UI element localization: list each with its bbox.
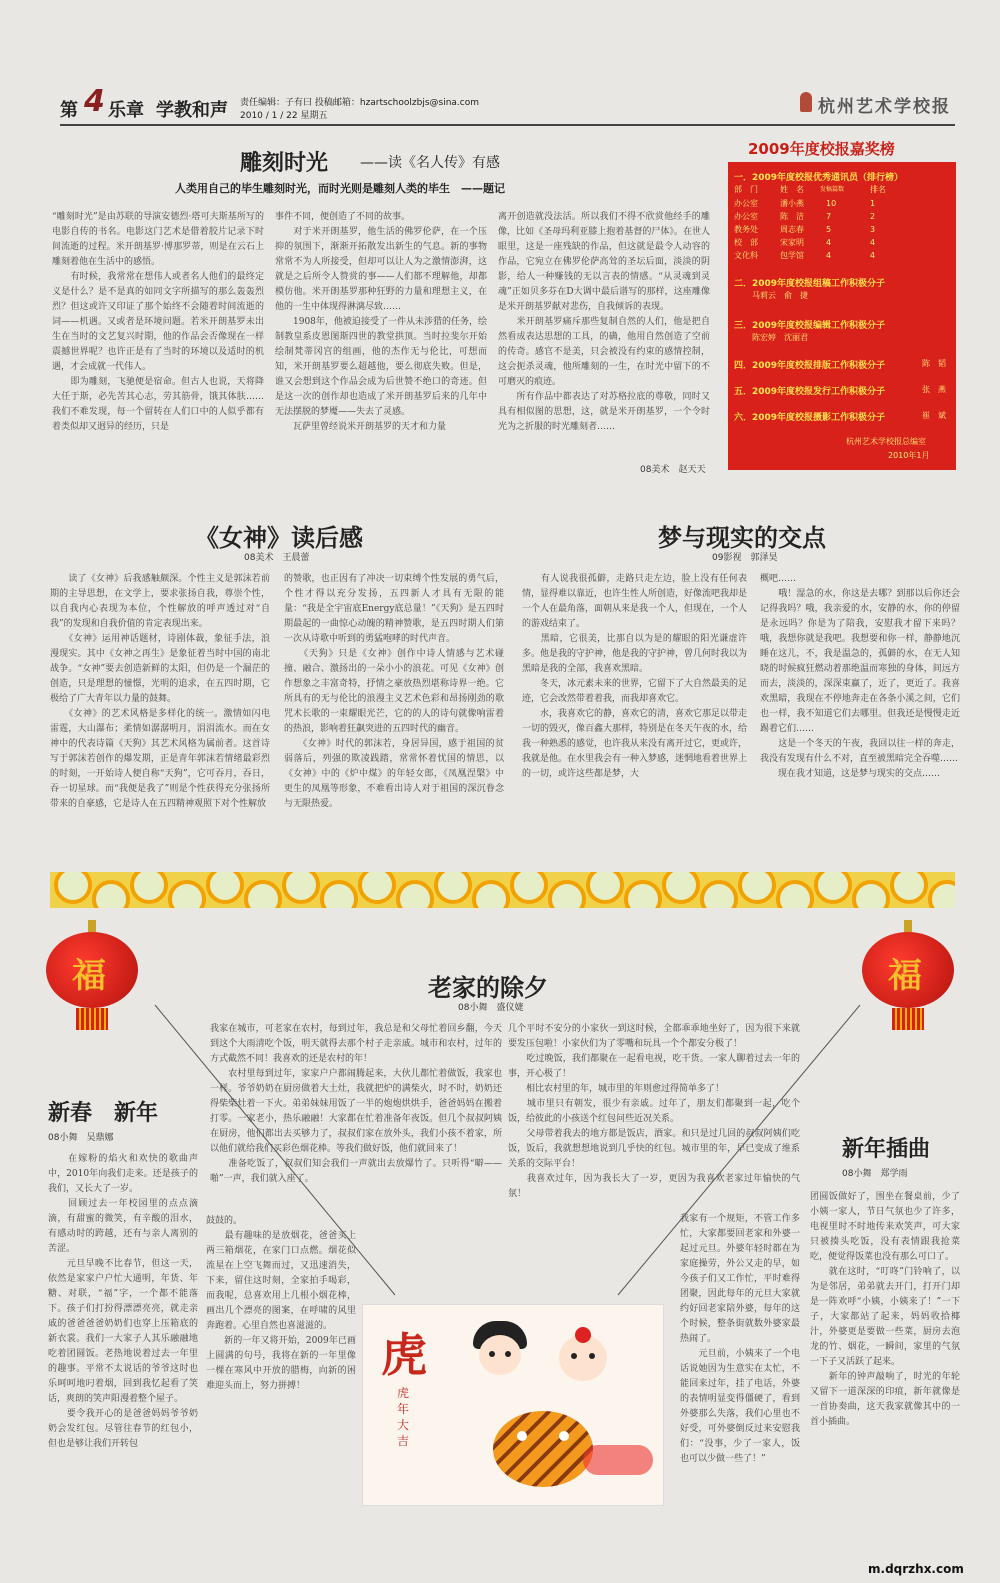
awards-sec4-title: 四．2009年度校报排版工作积极分子 — [734, 361, 886, 371]
awards-sec1-title: 一．2009年度校报优秀通讯员（排行榜） — [734, 173, 904, 183]
article1-author: 08美术 赵天天 — [640, 465, 706, 475]
article6-title: 新年插曲 — [842, 1137, 931, 1162]
awards-sec6-title: 六．2009年度校报摄影工作积极分子 — [734, 413, 886, 423]
row-rank: 4 — [870, 238, 876, 247]
card-brush-char: 虎 — [381, 1328, 427, 1382]
article5-col2: 鼓鼓的。 最有趣味的是放烟花，爸爸买上两三箱烟花，在家门口点燃。烟花似流星在上空飞舞而过，又迅速消失，下来，留住这时刻，全家拍手喝彩，而我呢，总喜欢用上几根小烟花棒，画出几个漂亮的图案，在呼啸的风里奔跑着。心里自然也喜滋滋的。 新的一年又将开始，2009年已画上圆满的句号，我将在新的一年里像一棵在寒风中开放的腊梅，向新的困难迎头而上，努力拼搏！ — [206, 1216, 356, 1391]
watermark: m.dqrzhx.com — [868, 1562, 964, 1576]
paper-name: 杭州艺术学校报 — [818, 97, 951, 117]
article2-author: 08美术 王晨蕾 — [244, 553, 310, 563]
awards-sec3-title: 三．2009年度校报编辑工作积极分子 — [734, 321, 886, 331]
row-name: 潘小燕 — [780, 199, 804, 208]
row-rank: 2 — [870, 212, 876, 221]
article4-title: 老家的除夕 — [428, 974, 548, 1002]
tiger-icon — [483, 1401, 603, 1491]
article2-col1: 读了《女神》后我感触颇深。个性主义是郭沫若前期的主导思想，在文学上，要求张扬自我，尊崇个性，以自我内心表现为本位，个性解放的呼声透过对“自我”的发现和自我价值的肯定表现出来。 《女神》运用神话题材，诗剧体裁，象征手法，浪漫现实。其中《女神之再生》是象征着当时中国的南北战争。“女神”要去创造新鲜的太阳，但仍是一个漏茫的创造，只是理想的憧憬，光明的追求，在五四时期，它极给了广大青年以力量的鼓舞。 《女神》的艺术风格是多样化的统一。激情如闪电雷霆，大山瀑布；柔情如潺潺明月，涓涓流水。而在女神中的代表诗篇《天狗》其艺术风格为属前者。这首诗写于郭沫若创作的爆发期，正是青年郭沫若情绪最彩烈的时刻，一开始诗人便自称“天狗”，它可吞月，吞日，吞一切星球。而“我便是我了”则是个性获得充分张扬所带来的自豪感，它是诗人在五四精神观照下对个性解放 — [50, 574, 270, 809]
article2-title: 《女神》读后感 — [195, 524, 363, 552]
row-name: 周志春 — [780, 225, 804, 234]
row-dept: 办公室 — [734, 199, 758, 208]
article5-title: 新春 新年 — [48, 1101, 159, 1126]
article4-col2: 几个平时不安分的小家伙一到这时候，全都乖乖地坐好了，因为很下来就要发压包啦！小家伙们为了零嘴和玩具一个个都安分极了！ 吃过晚饭，我们都聚在一起看电视，吃干货。一家人聊着过去一年的事，开心极了！ 相比农村里的年，城市里的年则愈过得简单多了！ 城市里只有朝发，很少有亲戚。过年了，朋友们都聚到一起，吃个饭，给彼此的小孩送个红包问些近况关系。 父母带着我去的地方都是饭店，酒家。和只是过几回的叔叔阿姨们吃饭，饭后，我就想想地说到几乎快的红包。城市里的年，早已变成了维系关系的交际平台！ 我喜欢过年，因为我长大了一岁，更因为我喜欢老家过年愉快的气氛！ — [508, 1024, 800, 1199]
row-dept: 文化科 — [734, 251, 758, 260]
row-name: 宋家明 — [780, 238, 804, 247]
row-name: 包学馆 — [780, 251, 804, 260]
col-header-rank: 排名 — [870, 185, 886, 194]
row-count: 5 — [826, 225, 832, 234]
article5-author: 08小舞 吴鼎娜 — [48, 1133, 114, 1143]
article2-col2: 的赞歌，也正因有了冲决一切束缚个性发展的勇气后，个性才得以充分发扬，五四新人才具有无限的能量：“我是全宇宙底Energy底总量！”《天狗》是五四时期最起的一曲惊心动魄的精神赞歌，是五四时期人们第一次从诗歌中听到的勇猛咆哮的时代声音。 《天狗》只是《女神》创作中诗人情感与艺术碰撞、融合、激扬出的一朵小小的浪花。可见《女神》创作想象之丰富奇特，抒情之豪放热烈堪称诗界一绝。它所具有的无与伦比的浪漫主义艺术色彩和昂扬刚劲的歌咒术长歌的一束耀眼光芒，它的的人的诗句就像响雷着的热浪，影响着狂飙突进的五四时代的幽音。 《女神》时代的郭沫若，身居异国，感于祖国的贫弱落后，列强的欺凌践踏，常常怀着忧国的情思，以《女神》中的《炉中煤》的年轻女郎，《凤凰涅槃》中更生的凤凰等形象，不难看出诗人对于祖国的深沉眷念与无限热爱。 — [284, 574, 504, 809]
article1-epigraph: 人类用自己的毕生雕刻时光，而时光则是雕刻人类的毕生 ——题记 — [175, 182, 505, 195]
editor-info: 责任编辑：子有曰 投稿邮箱：hzartschoolzbjs@sina.com — [240, 98, 480, 108]
awards-sec3-names: 陈宏婷 沈丽君 — [752, 333, 808, 342]
row-rank: 1 — [870, 199, 876, 208]
row-dept: 教务处 — [734, 225, 758, 234]
awards-sec2-names: 马莉云 俞 捷 — [752, 291, 808, 300]
article3-title: 梦与现实的交点 — [658, 524, 826, 552]
row-rank: 4 — [870, 251, 876, 260]
awards-sec2-title: 二．2009年度校报组稿工作积极分子 — [734, 279, 886, 289]
row-count: 10 — [826, 199, 837, 208]
awards-footer-date: 2010年1月 — [888, 451, 930, 460]
article4-author: 08小舞 盛仪婕 — [458, 1003, 524, 1013]
article4-col1: 我家在城市，可老家在农村，每到过年，我总是和父母忙着回乡翻，今天到这个大雨清吃个饭，明天就得去那个村子走亲戚。城市和农村，过年的方式截然不同！我喜欢的还是农村的年！ 农村里每到过年，家家户户都闹腾起来，大伙儿都忙着做饭，我家也一样。爷爷奶奶在厨房做着大土灶，我就把炉的满柴火，时不时，奶奶还得柴柴灶着一下火。弟弟妹妹用饭了一半的炮炮烘烘手，爸爸妈妈在搬着打零。一家老小，热乐融融！大家都在忙着准备年夜饭。但几个叔叔阿姨在厨房，他们都出去买够力了，叔叔们家在放外头，我们小孩不着家，所以他们就给我们买彩色烟花棒。等我们做好饭，他们就回来了！ 准备吃饭了，叔叔们知会我们一声就出去放爆竹了。只听得“噼——啪”一声，我们就入座了。 — [210, 1024, 502, 1184]
row-dept: 办公室 — [734, 212, 758, 221]
article3-author: 09影视 郭泽昊 — [712, 553, 778, 563]
lantern-left-char: 福 — [72, 956, 106, 996]
kid-girl-icon — [473, 1321, 527, 1381]
row-count: 7 — [826, 212, 832, 221]
awards-title: 2009年度校报嘉奖榜 — [748, 140, 895, 158]
article3-col1: 有人说我很孤僻，走路只走左边，脸上没有任何表情，显得难以靠近，也许生性人所创造，好像流吧我却是一个人在最角落，面朝从来是我一个人，但现在，一个人的游戏结束了。 黑暗，它很美，比那自以为是的耀眼的阳光谦虚许多。他是我的守护神，他是我的守护神，曾几何时我以为黑暗是我的全部，我喜欢黑暗。 冬天，冰元素未来的世界，它留下了大自然最美的足迹，它会改然带着着我，而我却喜欢它。 水，我喜欢它的静，喜欢它的清，喜欢它那足以带走一切的毁灭，像百鑫大那样，特别是在冬天午夜的水，给我一种熟悉的感觉，也许我从来没有离开过它，更或许，我就是他。在水里我会有一种入梦感，迷惘地看着世界上的一切，或许这些都是梦，大 — [522, 574, 747, 779]
article1-col1: “雕刻时光”是由苏联的导演安德烈·塔可夫斯基所写的电影自传的书名。电影这门艺术是借着胶片记录下时间流逝的过程。米开朗基罗·博那罗蒂，则是在云石上雕刻着他在生活中的感悟。 有时候，我常常在想伟人或者名人他们的最终定义是什么？是不是真的如同文字所描写的那么轰轰烈烈？但这或许又印证了那个始终不会随着时间流逝的词——机遇。又或者是环境问题。若米开朗基罗未出生在当时的文艺复兴时期，他的作品会否像现在一样震撼世界呢？也许正是有了当时的环境以及适时的机遇，才会成就一代伟人。 即为雕刻，飞驰便是宿命。但古人也说，天将降大任于斯，必先苦其心志，劳其筋骨，饿其体肤……我们不难发现，每一个留转在人们口中的人似乎都有着类似却又迥异的经历，只是 — [52, 212, 264, 432]
col-header-dept: 部 门 — [734, 185, 758, 194]
article6-col2: 团圆饭做好了，围坐在餐桌前，少了小姨一家人，节日气氛也少了许多，电视里时不时地传来欢笑声，可大家只被揍头吃饭，没有表情跟我抢菜吃，便觉得饭菜也没有那么可口了。 就在这时，“叮咚”门铃响了，以为是邻居，弟弟就去开门，打开门却是一阵欢呼“小姨，小姨来了！”一下子，大家都站了起来，妈妈收拾椰汁，外婆更是要做一些菜，厨房去泡龙的竹、烟花，一瞬间，家里的气氛一下子又活跃了起来。 新年的钟声敲响了，时光的年轮又留下一道深深的印痕，新年就像是一首协奏曲，这天我家就像其中的一首小插曲。 — [810, 1192, 960, 1427]
column-name: 学教和声 — [156, 100, 228, 121]
page-number: 4 — [84, 84, 105, 119]
col-header-name: 姓 名 — [780, 185, 804, 194]
col-header-count: 发稿篇数 — [820, 186, 845, 193]
article1-col2: 事件不同，便创造了不同的故事。 对于米开朗基罗，他生活的佛罗伦萨，在一个压抑的氛围下，渐渐开拓散发出新生的气息。新的事物常常不为人所接受，但却可以让人为之激情澎湃，这就是之后所令人赞赏的事——人们都不理解他，却都模仿他。米开朗基罗那种狂野的力量和理想主义，在他的一生中体现得淋漓尽致…… 1908年，他被迫接受了一件从未涉猎的任务，绘制教皇系皮恩图斯四世的教堂拱顶。当时拉斐尔开始绘制梵蒂冈宫的组画，他的杰作无与伦比，可想而知，米开朗基罗要么超越他，要么彻底失败。但是，谁又会想到这个作品会成为后世赞不绝口的奇迹。但是这一次的创作却也造成了米开朗基罗后来的几年中无法摆脱的梦魇——失去了灵感。 瓦萨里曾经说米开朗基罗的天才和力量 — [275, 212, 487, 432]
article1-title: 雕刻时光 — [240, 151, 329, 176]
row-rank: 3 — [870, 225, 876, 234]
new-year-card — [362, 1304, 664, 1506]
page-label: 第 — [60, 100, 78, 121]
row-name: 陈 洁 — [780, 212, 804, 221]
article1-subtitle: ——读《名人传》有感 — [360, 155, 500, 171]
article1-col3: 离开创造就没法活。所以我们不得不欣赏他经手的雕像，比如《圣母玛利亚膝上抱着基督的尸体》。在世人眼里，这是一座残缺的作品，但这就是最令人动容的作品，它宛立在佛罗伦萨高耸的圣坛后面，淡淡的阴影，给人一种赚钱的无以言表的情感。“从灵魂到灵魂”正如贝多芬在D大调中最后谱写的那样，这座雕像是米开朗基罗献对悲伤，自我倾诉的表现。 米开朗基罗痛斥那些复制自然的人们，他是把自然看成表达思想的工具，的确，他用自然创造了空前的传奇。感官不是美，只会被没有约束的感情控制，这会扼杀灵魂，他所雕刻的一生，在时光中留下的不可磨灭的痕迹。 所有作品中都表达了对苏格拉底的尊敬，同时又具有相似图的思想，这，就是米开朗基罗，一个令时光为之折服的时光雕刻者…… — [498, 212, 710, 432]
article6-col1: 我家有一个规矩，不管工作多忙，大家都要回老家和外婆一起过元旦。外婆年轻时都在为家庭操劳，外公又走的早，如今孩子们又工作忙，平时难得团聚，因此每年的元旦大家就约好回老家陪外婆，每年的这个时候，整条街就数外婆家最热闹了。 元旦前，小姨来了一个电话说她因为生意实在太忙，不能回来过年，挂了电话，外婆的表情明显变得僵硬了，看到外婆那么失落，我们心里也不好受，可外婆倒反过来安慰我们：“没事，少了一家人，饭也可以少做一些了！” — [680, 1214, 800, 1464]
section-name: 乐章 — [108, 100, 144, 121]
card-text: 虎年大吉 — [397, 1386, 410, 1448]
row-dept: 校 部 — [734, 238, 758, 247]
row-count: 4 — [826, 251, 832, 260]
row-count: 4 — [826, 238, 832, 247]
article3-col2: 概吧…… 哦！湿急的水，你这是去哪？到那以后你还会记得我吗？哦，我亲爱的水，安静的水，你的停留是永远吗？你是为了陪我，安慰我才留下来吗？哦，我想你就是我吧。我想要和你一样，静静地沉睡在这儿，不，我是温急的，孤僻的水，在无人知晓的时候疯狂燃动着那绝温而寒独的身体，间远方而去，淡淡的，深深束赢了，近了，更近了。我喜欢黑暗，我现在不停地奔走在各条小溪之间，它们也一样，我不知道它们去哪里。但我还是慢慢走近踢着它们…… 这是一个冬天的午夜，我回以往一样的奔走，我没有发现有什么不对，直至被黑暗完全吞噬…… 现在我才知道，这是梦与现实的交点…… — [760, 574, 960, 779]
kid-boy-icon — [559, 1335, 607, 1387]
article6-author: 08小舞 郑学雨 — [842, 1169, 908, 1179]
awards-sec6-names: 崔 斌 — [922, 411, 946, 420]
awards-sec5-title: 五．2009年度校报发行工作积极分子 — [734, 387, 886, 397]
lantern-right-char: 福 — [888, 956, 922, 996]
awards-footer-org: 杭州艺术学校报总编室 — [846, 437, 926, 446]
issue-date: 2010 / 1 / 22 星期五 — [240, 111, 328, 121]
awards-sec5-names: 张 燕 — [922, 385, 946, 394]
awards-sec4-names: 陈 韬 — [922, 359, 946, 368]
article5-col1: 在嫁粉的焰火和欢快的歌曲声中，2010年向我们走来。还是孩子的我们，又长大了一岁。 回顾过去一年校园里的点点滴滴，有甜蜜的微笑，有辛酸的泪水，有感动时的跨越，还有与亲人离别的苦涩。 元旦早晚不比春节，但这一天，依然是家家户户忙大通明，年货、年糖、对联，“福”字，一个都不能落下。孩子们打扮得漂漂亮亮，就走亲戚的爸爸爸爸奶奶们也穿上压箱底的新衣裳。我们一大家子人其乐融融地吃着团圆饭。老热地说着过去一年里的趣事。平常不太说话的爷爷这时也乐呵呵地叼着烟，回到我忆起看了笑话，爽朗的笑声阳漫着整个屋子。 要令我开心的是爸爸妈妈爷爷奶奶会发红包。尽管往春节的红包小，但也是够让我们开转包 — [48, 1154, 198, 1449]
